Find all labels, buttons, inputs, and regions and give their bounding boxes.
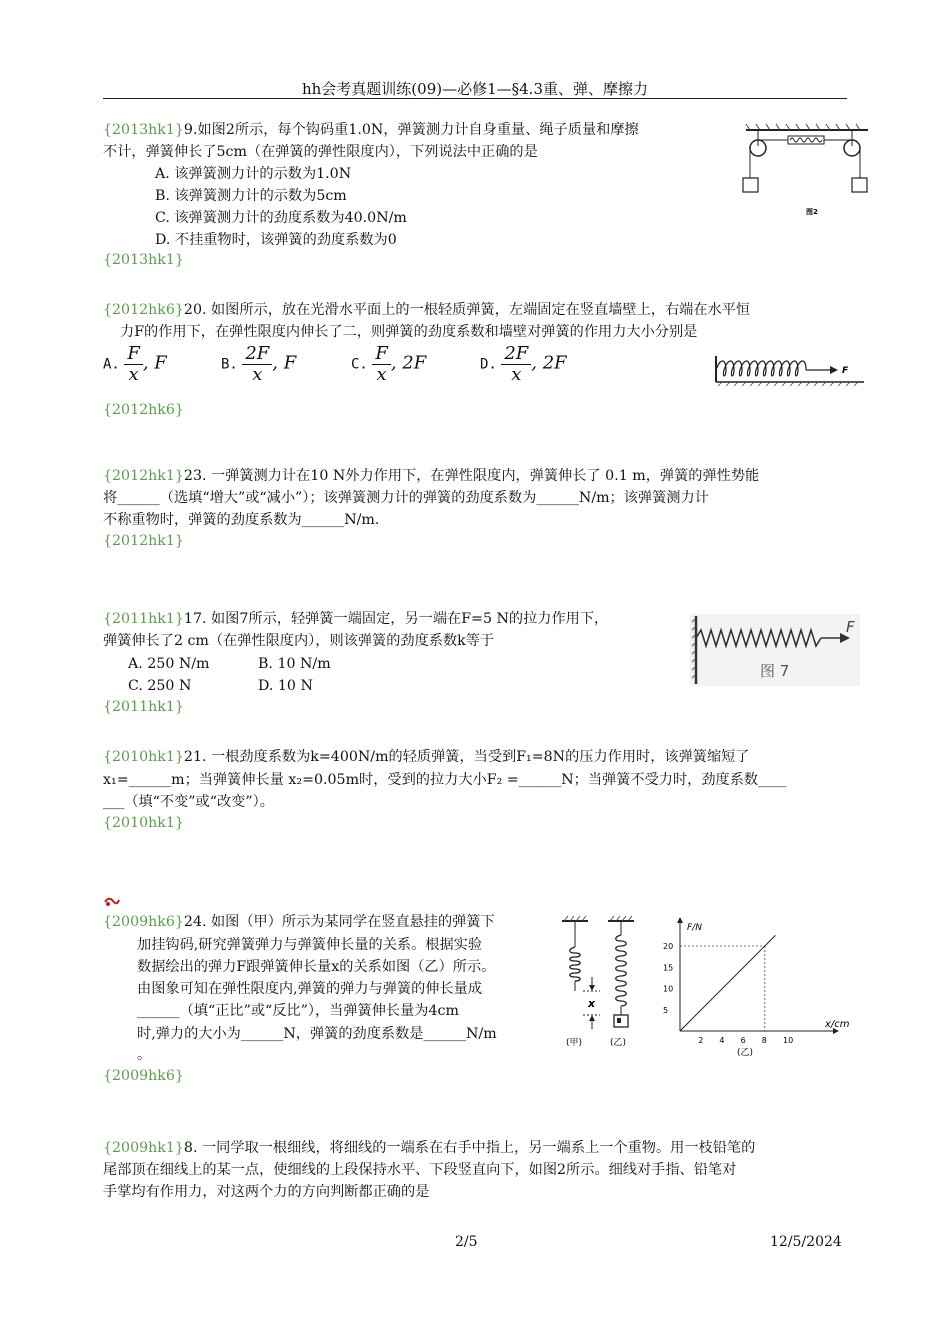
question-text: 21. 一根劲度系数为k=400N/m的轻质弹簧，当受到F₁=8N的压力作用时，该弹簧缩短了	[183, 749, 750, 765]
question-text: 17. 如图7所示，轻弹簧一端固定，另一端在F=5 N的拉力作用下，	[183, 611, 609, 627]
x-axis-label: x/cm	[825, 1019, 850, 1030]
question-text: 20. 如图所示，放在光滑水平面上的一根轻质弹簧，左端固定在竖直墙壁上，右端在水平恒	[183, 302, 751, 318]
option-b: B. 该弹簧测力计的示数为5cm	[155, 188, 347, 204]
force-label: F	[846, 618, 855, 636]
option-c: C. 250 N	[128, 678, 192, 694]
figure-label: 图 7	[760, 662, 790, 680]
source-tag: {2009hk1}	[103, 1140, 184, 1156]
horizontal-spring-figure	[712, 354, 868, 386]
fraction	[124, 344, 143, 385]
option-b	[221, 344, 296, 385]
question-21-stem-line2: x₁=______m；当弹簧伸长量 x₂=0.05m时，受到的拉力大小F₂ =______N；当弹簧不受力时，劲度系数____	[103, 772, 787, 788]
chart-caption: (乙)	[737, 1048, 754, 1058]
option-b: B. 10 N/m	[258, 656, 331, 672]
source-tag: {2013hk1}	[103, 122, 184, 138]
option-label: D.	[480, 356, 497, 373]
question-24-stem-line7: 。	[137, 1047, 152, 1063]
source-tag-end: {2013hk1}	[103, 252, 184, 268]
question-21-stem-line3: ___（填“不变”或“改变”）。	[103, 794, 274, 810]
question-8-stem-line2: 尾部顶在细线上的某一点，使细线的上段保持水平、下段竖直向下，如图2所示。细线对手指、铅笔对	[103, 1162, 737, 1178]
source-tag: {2009hk6}	[103, 914, 184, 930]
x-tick-label: 2	[698, 1036, 704, 1045]
question-24-stem-line5: ______（填“正比”或“反比”），当弹簧伸长量为4cm	[137, 1003, 459, 1019]
source-tag-end: {2010hk1}	[103, 815, 184, 831]
red-mark-icon	[103, 896, 121, 908]
question-17-stem-line1	[103, 608, 608, 630]
figure-yi-label: (乙)	[610, 1038, 627, 1048]
option-a	[103, 344, 167, 385]
question-20-stem-line1	[103, 299, 750, 321]
question-8-stem-line3: 手掌均有作用力，对这两个力的方向判断都正确的是	[103, 1184, 430, 1200]
question-24-stem-line1	[103, 911, 495, 933]
question-9-stem-line1	[103, 119, 639, 141]
source-tag-end: {2011hk1}	[103, 699, 184, 715]
figure-jia-label: (甲)	[566, 1038, 583, 1048]
denominator: x	[511, 364, 522, 385]
option-d: D. 不挂重物时，该弹簧的劲度系数为0	[155, 232, 397, 248]
option-tail: , F	[142, 352, 167, 374]
numerator: F	[124, 344, 143, 365]
question-24-stem-line2: 加挂钩码,研究弹簧弹力与弹簧伸长量的关系。根据实验	[137, 937, 483, 953]
option-label: C.	[351, 356, 368, 373]
question-text: 8. 一同学取一根细线，将细线的一端系在右手中指上，另一端系上一个重物。用一枝铅笔的	[183, 1140, 756, 1156]
fraction	[501, 344, 531, 385]
y-axis-label: F/N	[687, 923, 702, 933]
question-text: 9.如图2所示，每个钩码重1.0N，弹簧测力计自身重量、绳子质量和摩擦	[183, 122, 639, 138]
source-tag: {2012hk6}	[103, 302, 184, 318]
numerator: 2F	[501, 344, 531, 365]
extension-label: x	[588, 997, 596, 1010]
hanging-springs-figure	[558, 915, 638, 1050]
x-tick-label: 10	[783, 1036, 794, 1045]
fraction	[372, 344, 391, 385]
figure-7-spring	[690, 614, 860, 686]
source-tag: {2011hk1}	[103, 611, 184, 627]
option-tail: , F	[272, 352, 297, 374]
source-tag: {2012hk1}	[103, 468, 184, 484]
option-d: D. 10 N	[258, 678, 313, 694]
option-label: A.	[103, 356, 120, 373]
question-23-stem-line2: 将______（选填“增大”或“减小”）；该弹簧测力计的弹簧的劲度系数为______N/m；该弹簧测力计	[103, 490, 709, 506]
y-tick-label: 10	[663, 984, 674, 994]
question-24-stem-line3: 数据绘出的弹力F跟弹簧伸长量x的关系如图（乙）所示。	[137, 959, 496, 975]
y-tick-label: 20	[663, 942, 674, 951]
force-extension-chart	[655, 915, 855, 1060]
header-rule	[103, 98, 847, 99]
question-text: 24. 如图（甲）所示为某同学在竖直悬挂的弹簧下	[183, 914, 495, 930]
y-tick-label: 5	[663, 1005, 669, 1015]
denominator: x	[252, 364, 263, 385]
denominator: x	[128, 364, 139, 385]
question-17-stem-line2: 弹簧伸长了2 cm（在弹性限度内），则该弹簧的劲度系数k等于	[103, 633, 495, 649]
fraction	[242, 344, 272, 385]
question-23-stem-line3: 不称重物时，弹簧的劲度系数为______N/m.	[103, 512, 380, 528]
option-a: A. 250 N/m	[128, 656, 210, 672]
option-label: B.	[221, 356, 238, 373]
question-8-stem-line1	[103, 1137, 755, 1159]
option-tail: , 2F	[531, 352, 567, 374]
question-23-stem-line1	[103, 465, 759, 487]
option-c: C. 该弹簧测力计的劲度系数为40.0N/m	[155, 210, 407, 226]
option-a: A. 该弹簧测力计的示数为1.0N	[155, 166, 352, 182]
numerator: F	[372, 344, 391, 365]
option-c	[351, 344, 426, 385]
page-title: hh会考真题训练(09)—必修1—§4.3重、弹、摩擦力	[301, 80, 648, 98]
footer-date: 12/5/2024	[770, 1234, 842, 1250]
series-line	[680, 935, 775, 1031]
option-tail: , 2F	[390, 352, 427, 374]
source-tag-end: {2012hk6}	[103, 402, 184, 418]
question-24-stem-line4: 由图象可知在弹性限度内,弹簧的弹力与弹簧的伸长量成	[137, 981, 483, 997]
x-tick-label: 6	[740, 1036, 746, 1045]
denominator: x	[376, 364, 387, 385]
source-tag: {2010hk1}	[103, 749, 184, 765]
force-label: F	[842, 366, 849, 376]
question-text: 23. 一弹簧测力计在10 N外力作用下，在弹性限度内，弹簧伸长了 0.1 m，弹簧的弹性势能	[183, 468, 760, 484]
x-tick-label: 4	[719, 1036, 725, 1045]
figure-label: 图2	[806, 208, 818, 216]
y-tick-label: 15	[663, 963, 674, 973]
numerator: 2F	[242, 344, 272, 365]
x-tick-label: 8	[761, 1036, 767, 1045]
question-9-stem-line2: 不计，弹簧伸长了5cm（在弹簧的弹性限度内），下列说法中正确的是	[103, 144, 538, 160]
question-20-stem-line2: 力F的作用下，在弹性限度内伸长了二，则弹簧的劲度系数和墙壁对弹簧的作用力大小分别是	[120, 324, 698, 340]
source-tag-end: {2012hk1}	[103, 533, 184, 549]
pulley-figure	[738, 118, 873, 220]
y-axis-arrow	[677, 917, 683, 923]
question-24-stem-line6: 时,弹力的大小为______N，弹簧的劲度系数是______N/m	[137, 1026, 497, 1042]
option-d	[480, 344, 567, 385]
source-tag-end: {2009hk6}	[103, 1068, 184, 1084]
question-21-stem-line1	[103, 746, 750, 768]
page-number: 2/5	[455, 1234, 478, 1250]
